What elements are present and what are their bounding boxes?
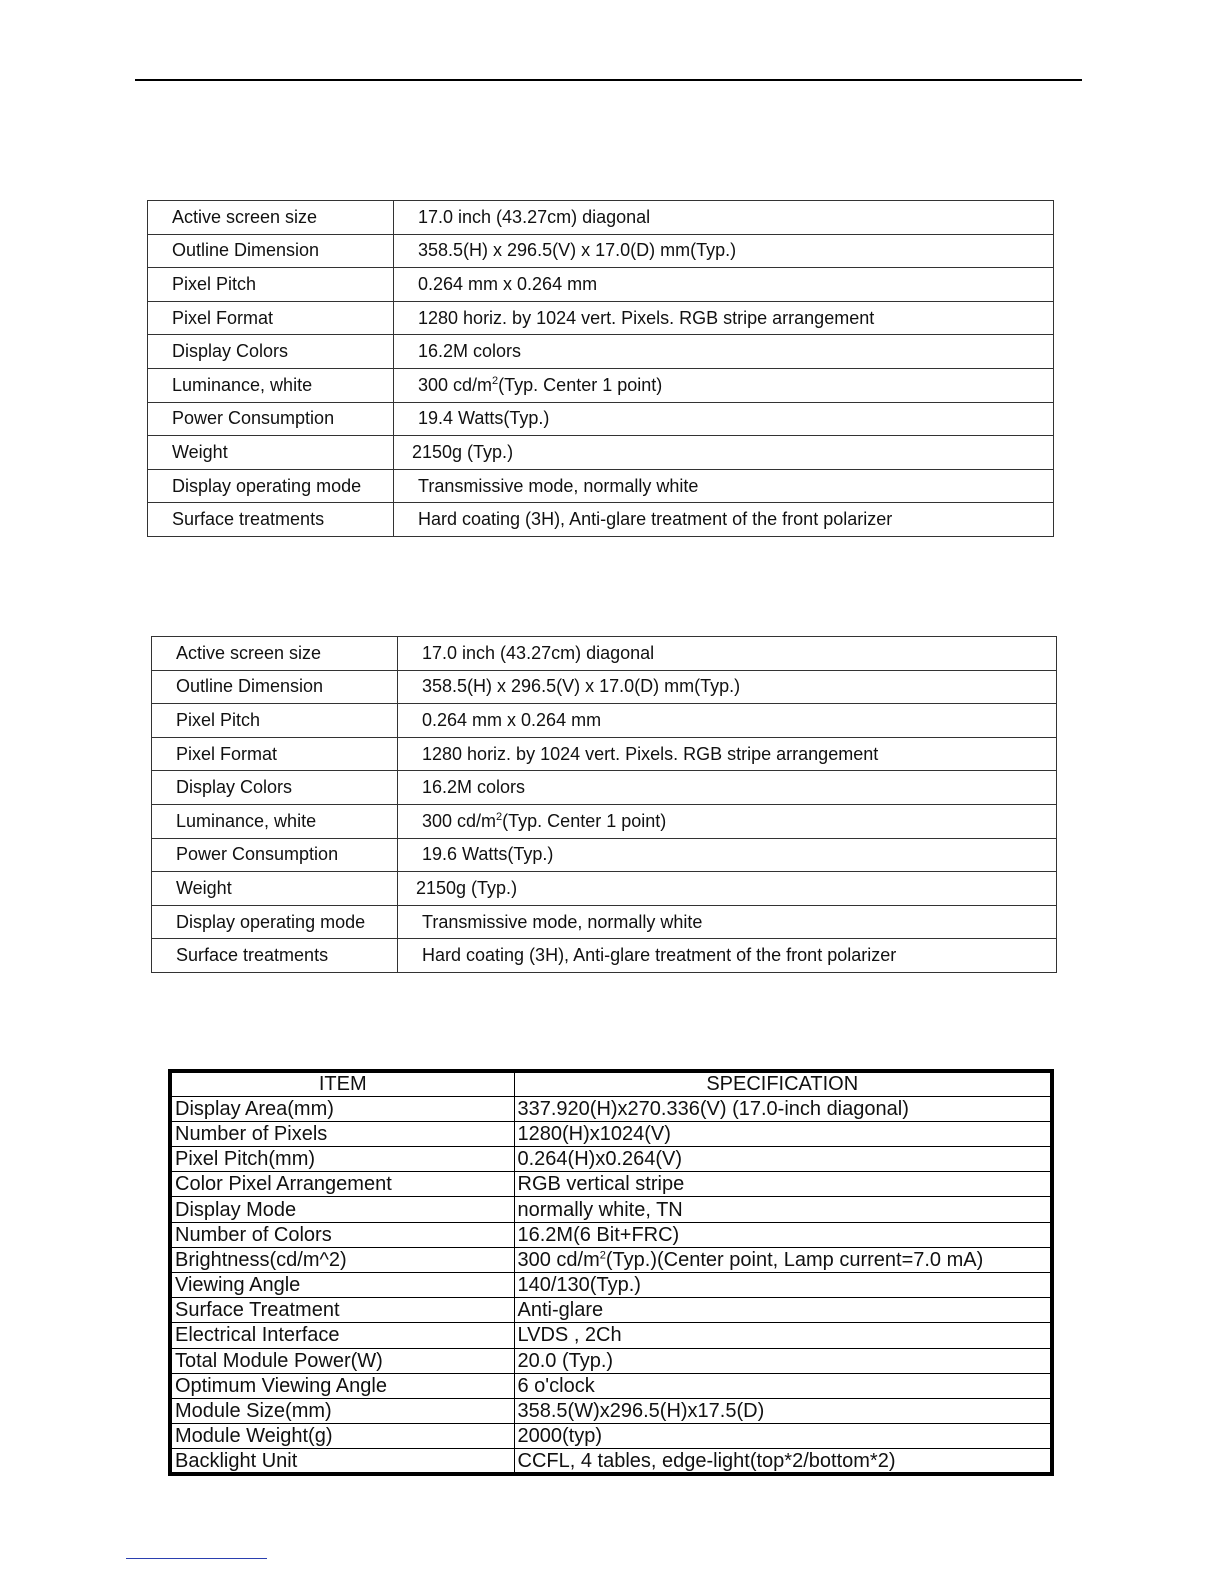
item-cell: Display Area(mm) [170, 1096, 514, 1121]
item-cell: Brightness(cd/m^2) [170, 1247, 514, 1272]
item-cell: Viewing Angle [170, 1273, 514, 1298]
row-value: 16.2M colors [398, 771, 1057, 805]
spec-cell: 2000(typ) [514, 1424, 1052, 1449]
row-label: Outline Dimension [148, 234, 394, 268]
superscript: 2 [599, 1249, 606, 1262]
row-value: 19.4 Watts(Typ.) [394, 402, 1054, 436]
row-value: 0.264 mm x 0.264 mm [398, 704, 1057, 738]
row-label: Surface treatments [152, 939, 398, 973]
row-value: 17.0 inch (43.27cm) diagonal [394, 201, 1054, 235]
row-value [398, 804, 1057, 838]
table-row [170, 1121, 1052, 1146]
item-cell: Optimum Viewing Angle [170, 1373, 514, 1398]
table-row [170, 1172, 1052, 1197]
spec-table-1 [147, 200, 1054, 537]
spec-cell [514, 1247, 1052, 1272]
table-row [170, 1348, 1052, 1373]
row-label: Pixel Format [152, 737, 398, 771]
row-label: Pixel Format [148, 301, 394, 335]
item-cell: Surface Treatment [170, 1298, 514, 1323]
table-row [170, 1398, 1052, 1423]
row-label: Display operating mode [152, 905, 398, 939]
row-value: 1280 horiz. by 1024 vert. Pixels. RGB stripe arrangement [394, 301, 1054, 335]
row-value: 2150g (Typ.) [394, 436, 1054, 470]
row-value: 16.2M colors [394, 335, 1054, 369]
row-label: Display Colors [152, 771, 398, 805]
row-label: Display Colors [148, 335, 394, 369]
item-cell: Pixel Pitch(mm) [170, 1147, 514, 1172]
table-row [148, 201, 1054, 235]
spec-cell: CCFL, 4 tables, edge-light(top*2/bottom*2) [514, 1449, 1052, 1474]
spec-cell: LVDS , 2Ch [514, 1323, 1052, 1348]
row-label: Power Consumption [148, 402, 394, 436]
value-part: (Typ. Center 1 point) [498, 374, 663, 395]
item-cell: Number of Pixels [170, 1121, 514, 1146]
table-row [152, 872, 1057, 906]
row-label: Power Consumption [152, 838, 398, 872]
item-cell: Backlight Unit [170, 1449, 514, 1474]
table-row [170, 1298, 1052, 1323]
spec-cell: Anti-glare [514, 1298, 1052, 1323]
row-value: Hard coating (3H), Anti-glare treatment of the front polarizer [394, 503, 1054, 537]
value-part: 300 cd/m [422, 810, 497, 831]
value-part: 300 cd/m [418, 374, 493, 395]
table-row [170, 1096, 1052, 1121]
table-row [148, 234, 1054, 268]
row-label: Luminance, white [148, 368, 394, 402]
spec-cell: 140/130(Typ.) [514, 1273, 1052, 1298]
item-cell: Display Mode [170, 1197, 514, 1222]
table-row [152, 905, 1057, 939]
row-label: Weight [152, 872, 398, 906]
row-value: 0.264 mm x 0.264 mm [394, 268, 1054, 302]
value-part: (Typ. Center 1 point) [502, 810, 667, 831]
row-value: 2150g (Typ.) [398, 872, 1057, 906]
table-row [170, 1424, 1052, 1449]
spec-cell: 358.5(W)x296.5(H)x17.5(D) [514, 1398, 1052, 1423]
spec-cell: normally white, TN [514, 1197, 1052, 1222]
spec-part: (Typ.)(Center point, Lamp current=7.0 mA) [605, 1248, 984, 1271]
table-row [148, 301, 1054, 335]
table-row [152, 670, 1057, 704]
row-value: 358.5(H) x 296.5(V) x 17.0(D) mm(Typ.) [398, 670, 1057, 704]
item-cell: Color Pixel Arrangement [170, 1172, 514, 1197]
table-row [170, 1373, 1052, 1398]
table-row [148, 368, 1054, 402]
spec-cell: 1280(H)x1024(V) [514, 1121, 1052, 1146]
table-row [152, 771, 1057, 805]
header-rule [135, 79, 1082, 81]
item-cell: Total Module Power(W) [170, 1348, 514, 1373]
item-cell: Number of Colors [170, 1222, 514, 1247]
row-value: Hard coating (3H), Anti-glare treatment of the front polarizer [398, 939, 1057, 973]
column-header-item: ITEM [170, 1071, 514, 1096]
table-row [148, 268, 1054, 302]
spec-cell: 16.2M(6 Bit+FRC) [514, 1222, 1052, 1247]
spec-cell: 6 o'clock [514, 1373, 1052, 1398]
row-label: Surface treatments [148, 503, 394, 537]
row-label: Active screen size [152, 637, 398, 671]
row-label: Pixel Pitch [152, 704, 398, 738]
spec-cell: 337.920(H)x270.336(V) (17.0-inch diagonal) [514, 1096, 1052, 1121]
row-label: Luminance, white [152, 804, 398, 838]
row-label: Display operating mode [148, 469, 394, 503]
row-value: Transmissive mode, normally white [394, 469, 1054, 503]
row-label: Weight [148, 436, 394, 470]
table-row [148, 503, 1054, 537]
table-row [152, 804, 1057, 838]
table-row [152, 704, 1057, 738]
table-row [170, 1273, 1052, 1298]
superscript: 2 [492, 374, 499, 387]
row-value: 1280 horiz. by 1024 vert. Pixels. RGB stripe arrangement [398, 737, 1057, 771]
spec-part: 300 cd/m [517, 1248, 600, 1271]
row-value: 17.0 inch (43.27cm) diagonal [398, 637, 1057, 671]
spec-cell: 0.264(H)x0.264(V) [514, 1147, 1052, 1172]
item-cell: Module Size(mm) [170, 1398, 514, 1423]
row-label: Outline Dimension [152, 670, 398, 704]
table-row [148, 402, 1054, 436]
item-cell: Electrical Interface [170, 1323, 514, 1348]
spec-table-2 [151, 636, 1057, 973]
table-header-row [170, 1071, 1052, 1096]
row-label: Active screen size [148, 201, 394, 235]
table-row [170, 1247, 1052, 1272]
row-value: 358.5(H) x 296.5(V) x 17.0(D) mm(Typ.) [394, 234, 1054, 268]
table-row [170, 1323, 1052, 1348]
table-row [152, 939, 1057, 973]
spec-cell: 20.0 (Typ.) [514, 1348, 1052, 1373]
table-row [170, 1449, 1052, 1474]
table-row [148, 436, 1054, 470]
item-cell: Module Weight(g) [170, 1424, 514, 1449]
row-value: Transmissive mode, normally white [398, 905, 1057, 939]
spec-cell: RGB vertical stripe [514, 1172, 1052, 1197]
row-value [394, 368, 1054, 402]
table-row [170, 1222, 1052, 1247]
footer-rule [126, 1558, 267, 1559]
column-header-specification: SPECIFICATION [514, 1071, 1052, 1096]
table-row [170, 1197, 1052, 1222]
item-specification-table [168, 1069, 1054, 1476]
table-row [152, 737, 1057, 771]
row-label: Pixel Pitch [148, 268, 394, 302]
row-value: 19.6 Watts(Typ.) [398, 838, 1057, 872]
table-row [170, 1147, 1052, 1172]
table-row [148, 335, 1054, 369]
table-row [152, 637, 1057, 671]
superscript: 2 [496, 810, 503, 823]
table-row [152, 838, 1057, 872]
table-row [148, 469, 1054, 503]
